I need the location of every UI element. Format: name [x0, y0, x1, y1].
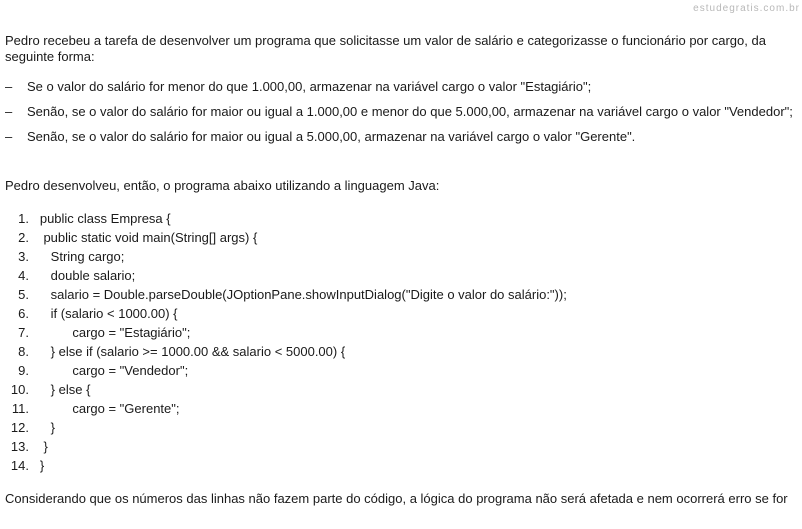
line-number: 12.: [10, 420, 29, 435]
line-number: 6.: [18, 306, 29, 321]
program-intro: Pedro desenvolveu, então, o programa abaixo utilizando a linguagem Java:: [5, 178, 440, 193]
code-text: String cargo;: [29, 249, 125, 264]
code-line: [5, 399, 795, 418]
line-number: 5.: [18, 287, 29, 302]
dash-marker: –: [5, 79, 13, 94]
requirement-text: Se o valor do salário for menor do que 1.000,00, armazenar na variável cargo o valor "Estagiário";: [27, 79, 592, 94]
requirement-text: Senão, se o valor do salário for maior ou igual a 1.000,00 e menor do que 5.000,00, armazenar na variável cargo o valor "Vendedor";: [27, 104, 793, 119]
line-number: 11.: [11, 401, 29, 416]
code-line: [5, 361, 795, 380]
code-text: }: [29, 420, 56, 435]
code-line: [5, 323, 795, 342]
code-text: }: [29, 458, 45, 473]
requirement-item: [5, 129, 797, 145]
code-line: [5, 209, 795, 228]
question-stem: Considerando que os números das linhas não fazem parte do código, a lógica do programa não será afetada e nem ocorrerá erro se for: [5, 491, 788, 506]
code-line: [5, 342, 795, 361]
line-number: 2.: [18, 230, 29, 245]
code-text: cargo = "Vendedor";: [29, 363, 189, 378]
code-listing: [5, 209, 795, 475]
code-text: salario = Double.parseDouble(JOptionPane.showInputDialog("Digite o valor do salário:"));: [29, 287, 567, 302]
code-text: }: [29, 439, 48, 454]
dash-marker: –: [5, 129, 13, 144]
code-line: [5, 266, 795, 285]
line-number: 7.: [18, 325, 29, 340]
code-line: [5, 285, 795, 304]
requirement-text: Senão, se o valor do salário for maior ou igual a 5.000,00, armazenar na variável cargo o valor "Gerente".: [27, 129, 636, 144]
code-text: if (salario < 1000.00) {: [29, 306, 178, 321]
code-line: [5, 437, 795, 456]
line-number: 4.: [18, 268, 29, 283]
line-number: 10.: [10, 382, 29, 397]
code-line: [5, 418, 795, 437]
code-line: [5, 456, 795, 475]
requirement-item: [5, 104, 797, 120]
code-text: cargo = "Gerente";: [29, 401, 180, 416]
requirement-item: [5, 79, 797, 95]
code-line: [5, 247, 795, 266]
code-text: double salario;: [29, 268, 136, 283]
line-number: 13.: [10, 439, 29, 454]
code-text: } else {: [29, 382, 91, 397]
code-text: cargo = "Estagiário";: [29, 325, 191, 340]
watermark: estudegratis.com.br: [693, 3, 800, 14]
code-text: public class Empresa {: [29, 211, 171, 226]
code-text: } else if (salario >= 1000.00 && salario < 5000.00) {: [29, 344, 346, 359]
requirements-list: [5, 79, 797, 154]
code-line: [5, 380, 795, 399]
line-number: 1.: [18, 211, 29, 226]
line-number: 8.: [18, 344, 29, 359]
code-line: [5, 304, 795, 323]
line-number: 9.: [18, 363, 29, 378]
code-line: [5, 228, 795, 247]
dash-marker: –: [5, 104, 13, 119]
line-number: 3.: [18, 249, 29, 264]
intro-paragraph: Pedro recebeu a tarefa de desenvolver um programa que solicitasse um valor de salário e categorizasse o funcionário por cargo, da seguinte forma:: [5, 33, 766, 64]
code-text: public static void main(String[] args) {: [29, 230, 258, 245]
line-number: 14.: [10, 458, 29, 473]
